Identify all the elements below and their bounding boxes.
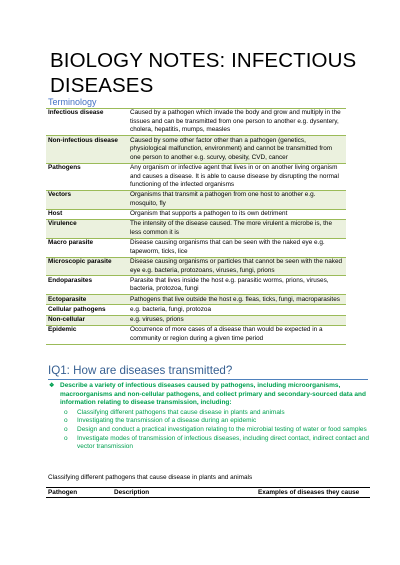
term-name: Macro parasite [46,238,128,257]
examples-column-header: Examples of diseases they cause [256,488,370,498]
term-name: Cellular pathogens [46,305,128,315]
outcome-subpoint [49,426,371,435]
subpoint-text: Classifying different pathogens that cause disease in plants and animals [77,408,285,416]
term-row [46,295,346,305]
term-definition: Organism that supports a pathogen to its own detriment [128,209,346,219]
term-definition: Organisms that transmit a pathogen from one host to another e.g. mosquito, fly [128,191,346,210]
circle-bullet-icon: o [64,417,68,425]
terminology-table [46,108,346,345]
heading-divider [48,379,368,380]
pathogen-table [46,487,370,498]
term-row [46,276,346,295]
term-definition: Parasite that lives inside the host e.g. parasitic worms, prions, viruses, bacteria, protozoa, fungi [128,276,346,295]
outcome-subpoints [49,409,371,453]
term-definition: Caused by some other factor other than a pathogen (genetics, physiological malfunction, environment) and cannot be transmitted from one person to another e.g. scurvy, obesity, CVD, cancer [128,136,346,163]
subpoint-text: Investigate modes of transmission of infectious diseases, including direct contact, indirect contact and vector transmission [77,434,369,451]
term-name: Microscopic parasite [46,257,128,276]
subpoint-text: Design and conduct a practical investigation relating to the microbial testing of water or food samples [77,426,367,434]
term-row [46,109,346,136]
term-name: Ectoparasite [46,295,128,305]
term-definition: Caused by a pathogen which invade the body and grow and multiply in the tissues and can be transmitted from one person to another e.g. dysentery, cholera, hepatitis, mumps, measles [128,109,346,136]
term-definition: Disease causing organisms that can be seen with the naked eye e.g. tapeworm, ticks, lice [128,238,346,257]
term-row [46,136,346,163]
circle-bullet-icon: o [64,434,68,442]
term-definition: Pathogens that live outside the host e.g. fleas, ticks, fungi, macroparasites [128,295,346,305]
term-definition: Occurrence of more cases of a disease than would be expected in a community or region during a given time period [128,325,346,344]
term-name: Epidemic [46,325,128,344]
outcome-subpoint [49,417,371,426]
iq1-heading: IQ1: How are diseases transmitted? [48,364,233,377]
term-row [46,238,346,257]
term-name: Virulence [46,220,128,239]
term-definition: e.g. viruses, prions [128,315,346,325]
term-name: Host [46,209,128,219]
outcome-subpoint [49,435,371,452]
outcome-text: Describe a variety of infectious diseases caused by pathogens, including microorganisms, macroorganisms and non-cellular pathogens, and collect primary and secondary-sourced data and information relating to disease transmission, including: [60,382,366,407]
term-definition: The intensity of the disease caused. The more virulent a microbe is, the less common it is [128,220,346,239]
term-row [46,257,346,276]
term-name: Vectors [46,191,128,210]
term-row [46,209,346,219]
syllabus-outcome [49,382,371,452]
term-row [46,305,346,315]
term-definition: e.g. bacteria, fungi, protozoa [128,305,346,315]
term-row [46,163,346,190]
term-definition: Disease causing organisms or particles that cannot be seen with the naked eye e.g. bacteria, protozoans, viruses, fungi, prions [128,257,346,276]
terminology-heading: Terminology [48,97,97,107]
term-definition: Any organism or infective agent that lives in or on another living organism and causes a disease. It is able to cause disease by disrupting the normal functioning of the infected organisms [128,163,346,190]
subpoint-text: Investigating the transmission of a disease during an epidemic [77,417,257,425]
term-name: Endoparasites [46,276,128,295]
term-name: Non-infectious disease [46,136,128,163]
term-row [46,220,346,239]
page-title: BIOLOGY NOTES: INFECTIOUS DISEASES [50,49,357,97]
term-name: Pathogens [46,163,128,190]
term-row [46,315,346,325]
term-name: Non-cellular [46,315,128,325]
description-column-header: Description [112,488,256,498]
circle-bullet-icon: o [64,408,68,416]
term-row [46,191,346,210]
pathogen-table-header-row [46,488,370,498]
pathogen-column-header: Pathogen [46,488,112,498]
term-row [46,325,346,344]
classify-label: Classifying different pathogens that cause disease in plants and animals [48,474,253,481]
term-name: Infectious disease [46,109,128,136]
diamond-bullet-icon: ❖ [49,383,55,389]
outcome-subpoint [49,409,371,418]
circle-bullet-icon: o [64,426,68,434]
